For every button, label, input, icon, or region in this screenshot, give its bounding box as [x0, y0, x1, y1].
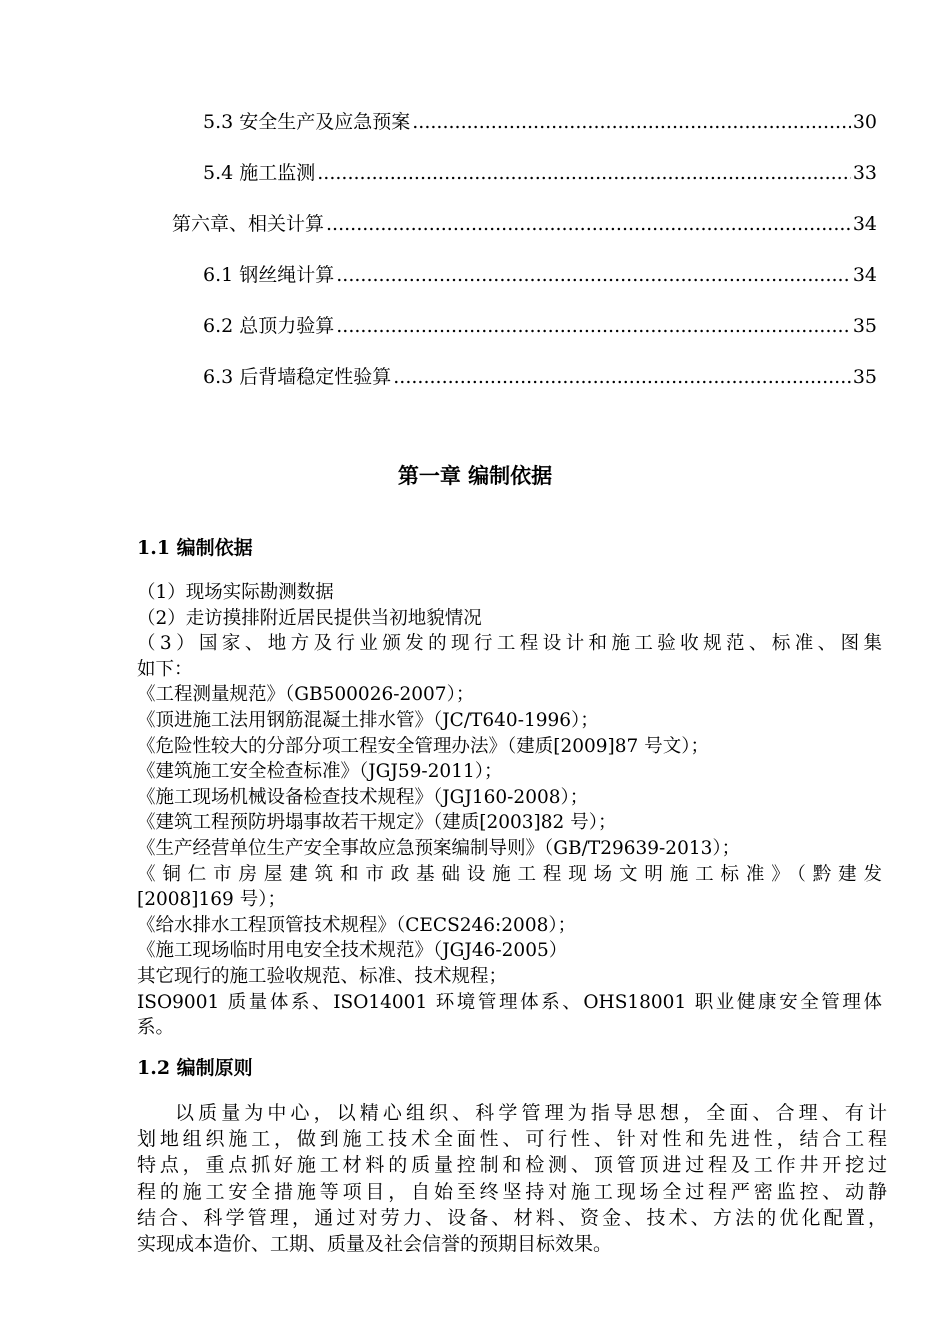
reference-line: [2008]169 号）； [137, 889, 286, 911]
reference-line: 《给水排水工程顶管技术规程》（CECS246:2008）； [137, 914, 577, 936]
toc-leader-dots [336, 263, 851, 287]
toc-entry-title: 6.3 后背墙稳定性验算 [203, 366, 392, 388]
reference-line: 如下： [137, 658, 193, 680]
toc-entry-title: 5.3 安全生产及应急预案 [203, 111, 411, 133]
toc-leader-dots [393, 365, 851, 389]
toc-entry-page: 35 [852, 315, 877, 337]
toc-leader-dots [336, 314, 851, 338]
toc-entry-page: 34 [852, 264, 877, 286]
toc-entry-title: 5.4 施工监测 [203, 162, 316, 184]
paragraph-line: 结合、科学管理，通过对劳力、设备、材料、资金、技术、方法的优化配置， [137, 1206, 887, 1229]
body-paragraph [137, 1100, 887, 1257]
reference-line: 《施工现场机械设备检查技术规程》（JGJ160-2008）； [137, 786, 589, 808]
toc-entry [203, 263, 877, 287]
reference-line: 《施工现场临时用电安全技术规范》（JGJ46-2005） [137, 940, 568, 962]
paragraph-line: 程的施工安全措施等项目，自始至终坚持对施工现场全过程严密监控、动静 [137, 1180, 887, 1203]
section-heading-1-1: 1.1 编制依据 [137, 537, 253, 559]
toc-entry-title: 第六章、相关计算 [172, 213, 325, 235]
paragraph-line: 实现成本造价、工期、质量及社会信誉的预期目标效果。 [137, 1233, 613, 1256]
reference-line: 《工程测量规范》（GB500026-2007）； [137, 684, 475, 706]
reference-line: 《危险性较大的分部分项工程安全管理办法》（建质[2009]87 号文）； [137, 735, 709, 757]
toc-entry [203, 161, 877, 185]
toc-entry [203, 365, 877, 389]
section-heading-1-2: 1.2 编制原则 [137, 1057, 253, 1079]
chapter-title: 第一章 编制依据 [397, 464, 553, 488]
reference-line: 《建筑施工安全检查标准》（JGJ59-2011）； [137, 761, 503, 783]
reference-line: 《顶进施工法用钢筋混凝土排水管》（JC/T640-1996）； [137, 709, 599, 731]
toc-entry [203, 110, 877, 134]
toc-entry-page: 33 [852, 162, 877, 184]
reference-line: 《生产经营单位生产安全事故应急预案编制导则》（GB/T29639-2013）； [137, 837, 741, 859]
toc-entry-page: 34 [852, 213, 877, 235]
reference-line: （1）现场实际勘测数据 [137, 582, 334, 603]
reference-line: 《建筑工程预防坍塌事故若干规定》（建质[2003]82 号）； [137, 812, 617, 834]
reference-line: 系。 [137, 1017, 175, 1039]
toc-leader-dots [317, 161, 851, 185]
toc-entry-title: 6.1 钢丝绳计算 [203, 264, 335, 286]
reference-line: （2）走访摸排附近居民提供当初地貌情况 [137, 607, 482, 629]
toc-entry [172, 212, 877, 236]
reference-line: （3）国家、地方及行业颁发的现行工程设计和施工验收规范、标准、图集 [137, 633, 882, 655]
paragraph-line: 以质量为中心，以精心组织、科学管理为指导思想，全面、合理、有计 [175, 1102, 887, 1124]
paragraph-line: 特点，重点抓好施工材料的质量控制和检测、顶管顶进过程及工作井开挖过 [137, 1154, 887, 1177]
paragraph-line: 划地组织施工，做到施工技术全面性、可行性、针对性和先进性，结合工程 [137, 1128, 887, 1151]
toc-entry-page: 30 [852, 111, 877, 133]
reference-line: ISO9001 质量体系、ISO14001 环境管理体系、OHS18001 职业健康安全管理体 [137, 991, 882, 1013]
toc-entry-title: 6.2 总顶力验算 [203, 315, 335, 337]
reference-list [137, 580, 882, 1041]
toc-leader-dots [412, 110, 851, 134]
toc-entry-page: 35 [852, 366, 877, 388]
reference-line: 其它现行的施工验收规范、标准、技术规程； [137, 965, 508, 987]
toc-entry [203, 314, 877, 338]
toc-leader-dots [326, 212, 851, 236]
reference-line: 《铜仁市房屋建筑和市政基础设施工程现场文明施工标准》（黔建发 [137, 863, 882, 885]
